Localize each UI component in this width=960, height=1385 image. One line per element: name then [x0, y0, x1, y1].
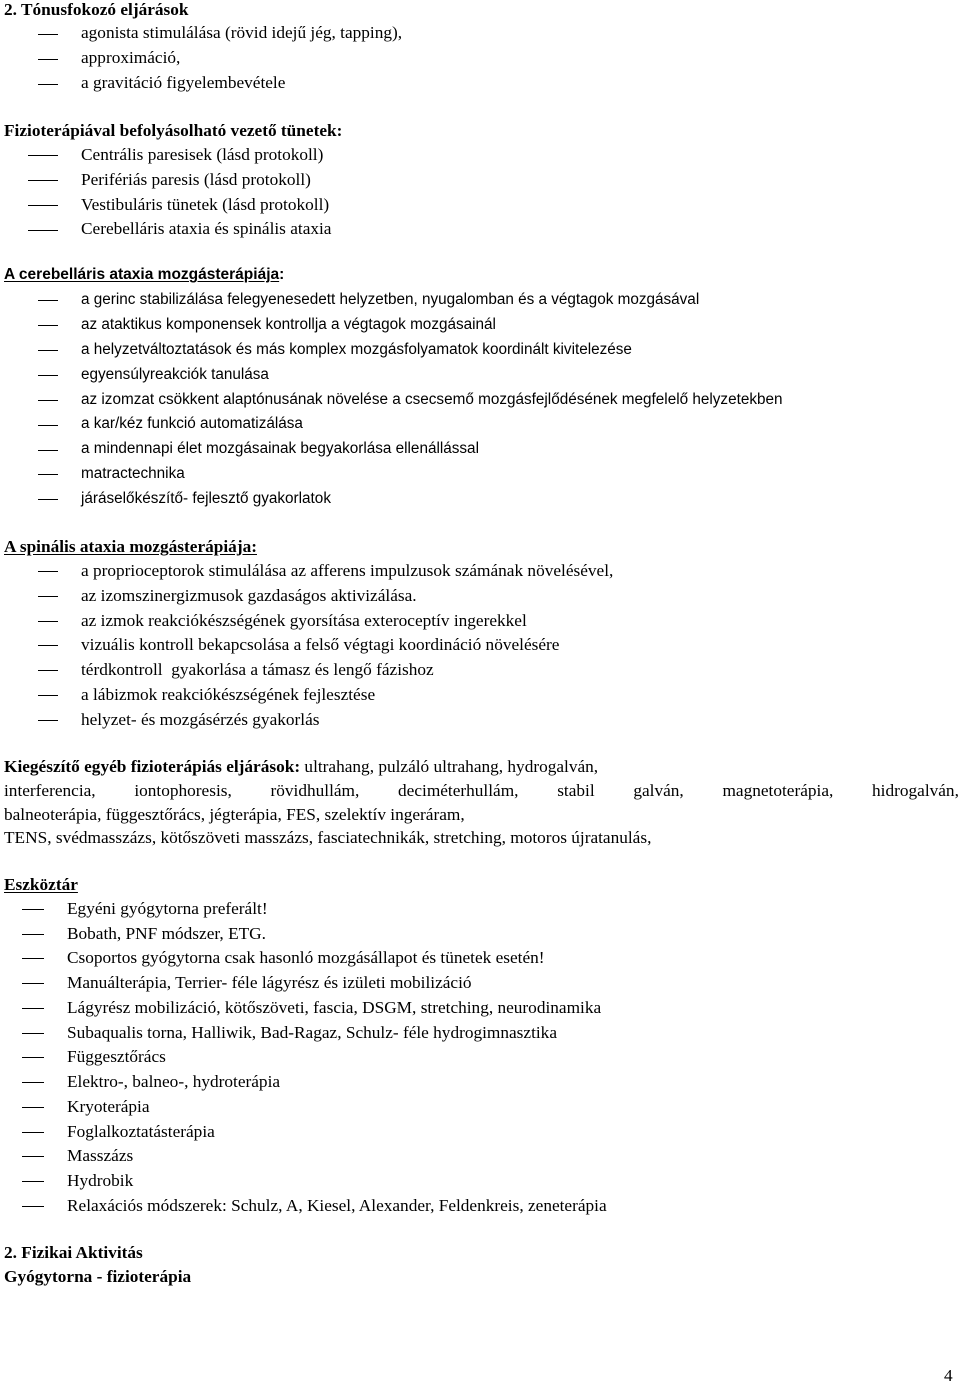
- list-item: Subaqualis torna, Halliwik, Bad-Ragaz, Schulz- féle hydrogimnasztika: [67, 1023, 557, 1042]
- list-dash: [38, 375, 58, 376]
- list-item: a gerinc stabilizálása felegyenesedett helyzetben, nyugalomban és a végtagok mozgásával: [81, 291, 700, 308]
- list-item: egyensúlyreakciók tanulása: [81, 366, 269, 383]
- list-item: Hydrobik: [67, 1171, 134, 1190]
- section-heading: 2. Fizikai Aktivitás: [4, 1243, 143, 1262]
- list-item: Centrális paresisek (lásd protokoll): [81, 145, 324, 164]
- list-dash: [22, 1181, 44, 1182]
- list-dash: [22, 1132, 44, 1133]
- list-dash: [28, 230, 58, 231]
- section-subheading: Gyógytorna - fizioterápia: [4, 1267, 192, 1286]
- list-dash: [38, 59, 58, 60]
- list-dash: [38, 621, 58, 622]
- list-item: térdkontroll gyakorlása a támasz és lengő fázishoz: [81, 660, 434, 679]
- list-dash: [22, 1033, 44, 1034]
- list-item: approximáció,: [81, 48, 181, 67]
- list-dash: [28, 155, 58, 156]
- list-dash: [38, 645, 58, 646]
- supplementary-word: magnetoterápia,: [722, 781, 834, 800]
- list-item: Egyéni gyógytorna preferált!: [67, 899, 268, 918]
- list-dash: [22, 1156, 44, 1157]
- toolbox-heading: Eszköztár: [4, 875, 78, 894]
- list-dash: [22, 909, 44, 910]
- list-dash: [22, 983, 44, 984]
- list-dash: [22, 1057, 44, 1058]
- cerebellar-heading-text: A cerebelláris ataxia mozgásterápiája: [4, 266, 280, 283]
- list-item: Bobath, PNF módszer, ETG.: [67, 924, 266, 943]
- supplementary-word: interferencia,: [4, 781, 96, 800]
- supplementary-word: stabil: [557, 781, 595, 800]
- list-dash: [38, 670, 58, 671]
- list-item: helyzet- és mozgásérzés gyakorlás: [81, 710, 320, 729]
- list-dash: [22, 1082, 44, 1083]
- page-number: 4: [944, 1366, 953, 1385]
- supplementary-word: rövidhullám,: [270, 781, 360, 800]
- supplementary-word: hidrogalván,: [872, 781, 959, 800]
- list-item: Masszázs: [67, 1146, 134, 1165]
- list-dash: [22, 1206, 44, 1207]
- list-item: Vestibuláris tünetek (lásd protokoll): [81, 195, 330, 214]
- list-item: járáselőkészítő- fejlesztő gyakorlatok: [81, 490, 331, 507]
- list-item: az izmok reakciókészségének gyorsítása exteroceptív ingerekkel: [81, 611, 527, 630]
- supplementary-line-1-text: ultrahang, pulzáló ultrahang, hydrogalván,: [300, 757, 599, 776]
- list-item: Cerebelláris ataxia és spinális ataxia: [81, 219, 332, 238]
- list-item: a proprioceptorok stimulálása az afferens impulzusok számának növelésével,: [81, 561, 614, 580]
- list-dash: [22, 958, 44, 959]
- list-item: Lágyrész mobilizáció, kötőszöveti, fascia, DSGM, stretching, neurodinamika: [67, 998, 602, 1017]
- list-item: Perifériás paresis (lásd protokoll): [81, 170, 311, 189]
- list-item: matractechnika: [81, 465, 185, 482]
- supplementary-line-4: TENS, svédmasszázs, kötőszöveti masszázs, fasciatechnikák, stretching, motoros újratanulás,: [4, 828, 652, 847]
- list-dash: [38, 450, 58, 451]
- list-dash: [38, 84, 58, 85]
- list-item: agonista stimulálása (rövid idejű jég, tapping),: [81, 23, 403, 42]
- list-item: a helyzetváltoztatások és más komplex mozgásfolyamatok koordinált kivitelezése: [81, 341, 632, 358]
- list-item: vizuális kontroll bekapcsolása a felső végtagi koordináció növelésére: [81, 635, 560, 654]
- cerebellar-heading: [4, 267, 284, 283]
- list-item: a mindennapi élet mozgásainak begyakorlása ellenállással: [81, 440, 479, 457]
- supplementary-word: iontophoresis,: [134, 781, 232, 800]
- supplementary-line-2: [4, 782, 959, 799]
- list-item: a gravitáció figyelembevétele: [81, 73, 286, 92]
- list-item: Csoportos gyógytorna csak hasonló mozgásállapot és tünetek esetén!: [67, 948, 545, 967]
- list-dash: [38, 695, 58, 696]
- list-dash: [38, 400, 58, 401]
- list-dash: [38, 596, 58, 597]
- list-dash: [38, 474, 58, 475]
- list-dash: [38, 34, 58, 35]
- list-item: Relaxációs módszerek: Schulz, A, Kiesel, Alexander, Feldenkreis, zeneterápia: [67, 1196, 607, 1215]
- list-item: Függesztőrács: [67, 1047, 166, 1066]
- list-item: Elektro-, balneo-, hydroterápia: [67, 1072, 281, 1091]
- list-dash: [38, 425, 58, 426]
- list-dash: [38, 325, 58, 326]
- list-dash: [22, 934, 44, 935]
- list-dash: [38, 499, 58, 500]
- list-dash: [22, 1008, 44, 1009]
- supplementary-label: Kiegészítő egyéb fizioterápiás eljárások:: [4, 757, 301, 776]
- symptoms-heading: Fizioterápiával befolyásolható vezető tünetek:: [4, 121, 343, 140]
- list-dash: [38, 571, 58, 572]
- list-dash: [28, 205, 58, 206]
- list-item: a kar/kéz funkció automatizálása: [81, 415, 303, 432]
- supplementary-line-1: [4, 758, 598, 775]
- list-dash: [38, 720, 58, 721]
- supplementary-line-3: balneoterápia, függesztőrács, jégterápia, FES, szelektív ingeráram,: [4, 805, 465, 824]
- supplementary-word: deciméterhullám,: [398, 781, 519, 800]
- list-dash: [38, 350, 58, 351]
- list-dash: [22, 1107, 44, 1108]
- list-item: a lábizmok reakciókészségének fejlesztése: [81, 685, 376, 704]
- list-item: Manuálterápia, Terrier- féle lágyrész és izületi mobilizáció: [67, 973, 472, 992]
- list-dash: [28, 180, 58, 181]
- list-dash: [38, 300, 58, 301]
- list-item: Foglalkoztatásterápia: [67, 1122, 215, 1141]
- supplementary-word: galván,: [633, 781, 684, 800]
- cerebellar-heading-suffix: :: [279, 266, 285, 283]
- spinal-heading: A spinális ataxia mozgásterápiája:: [4, 537, 257, 556]
- section-heading: 2. Tónusfokozó eljárások: [4, 0, 189, 19]
- list-item: az izomzat csökkent alaptónusának növelése a csecsemő mozgásfejlődésének megfelelő helyzetekben: [81, 391, 783, 408]
- list-item: Kryoterápia: [67, 1097, 150, 1116]
- list-item: az ataktikus komponensek kontrollja a végtagok mozgásainál: [81, 316, 496, 333]
- list-item: az izomszinergizmusok gazdaságos aktivizálása.: [81, 586, 417, 605]
